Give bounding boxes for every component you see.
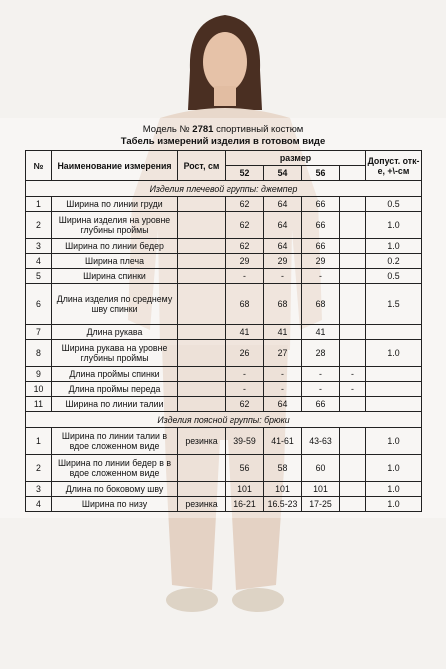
table-row bbox=[26, 367, 422, 382]
row-tolerance: 1.0 bbox=[366, 239, 422, 254]
table-row bbox=[26, 482, 422, 497]
row-s54: 16.5-23 bbox=[264, 497, 302, 512]
row-tolerance: 0.5 bbox=[366, 269, 422, 284]
table-row bbox=[26, 497, 422, 512]
measurement-table bbox=[25, 150, 422, 512]
row-s56: 17-25 bbox=[302, 497, 340, 512]
row-s52: 62 bbox=[226, 397, 264, 412]
row-s52: 62 bbox=[226, 197, 264, 212]
row-s54: 68 bbox=[264, 284, 302, 325]
row-height bbox=[178, 197, 226, 212]
row-s54: 64 bbox=[264, 397, 302, 412]
row-tolerance: 1.0 bbox=[366, 212, 422, 239]
row-tolerance: 1.5 bbox=[366, 284, 422, 325]
size-54: 54 bbox=[264, 166, 302, 181]
captions bbox=[0, 124, 446, 148]
row-s56: 68 bbox=[302, 284, 340, 325]
row-name: Длина проймы спинки bbox=[52, 367, 178, 382]
size-extra bbox=[340, 166, 366, 181]
table-row bbox=[26, 340, 422, 367]
row-name: Ширина по линии бедер bbox=[52, 239, 178, 254]
row-tolerance: 0.2 bbox=[366, 254, 422, 269]
row-no: 3 bbox=[26, 482, 52, 497]
row-s52: - bbox=[226, 269, 264, 284]
row-s56: 60 bbox=[302, 455, 340, 482]
row-extra bbox=[340, 197, 366, 212]
row-no: 11 bbox=[26, 397, 52, 412]
row-s54: - bbox=[264, 269, 302, 284]
row-name: Ширина по линии талии в вдое сложенном виде bbox=[52, 428, 178, 455]
row-no: 5 bbox=[26, 269, 52, 284]
size-56: 56 bbox=[302, 166, 340, 181]
table-row bbox=[26, 325, 422, 340]
row-s54: 64 bbox=[264, 197, 302, 212]
row-s56: 66 bbox=[302, 197, 340, 212]
row-extra bbox=[340, 254, 366, 269]
row-height bbox=[178, 239, 226, 254]
row-name: Ширина спинки bbox=[52, 269, 178, 284]
table-row bbox=[26, 382, 422, 397]
row-s52: 39-59 bbox=[226, 428, 264, 455]
row-s52: 101 bbox=[226, 482, 264, 497]
row-s54: 64 bbox=[264, 212, 302, 239]
row-s56: 29 bbox=[302, 254, 340, 269]
row-tolerance: 1.0 bbox=[366, 428, 422, 455]
row-s54: - bbox=[264, 367, 302, 382]
row-no: 1 bbox=[26, 197, 52, 212]
model-number: 2781 bbox=[192, 124, 214, 135]
row-extra bbox=[340, 428, 366, 455]
row-extra bbox=[340, 497, 366, 512]
caption-prefix: Модель № bbox=[142, 124, 190, 135]
row-tolerance: 0.5 bbox=[366, 197, 422, 212]
row-s52: 62 bbox=[226, 212, 264, 239]
row-tolerance: 1.0 bbox=[366, 455, 422, 482]
row-no: 1 bbox=[26, 428, 52, 455]
row-no: 9 bbox=[26, 367, 52, 382]
row-s54: - bbox=[264, 382, 302, 397]
row-s56: 41 bbox=[302, 325, 340, 340]
row-s52: 26 bbox=[226, 340, 264, 367]
model-caption bbox=[0, 124, 446, 136]
row-s56: - bbox=[302, 367, 340, 382]
row-no: 4 bbox=[26, 497, 52, 512]
row-no: 7 bbox=[26, 325, 52, 340]
row-name: Ширина по линии бедер в в вдое сложенном виде bbox=[52, 455, 178, 482]
table-row bbox=[26, 284, 422, 325]
row-s52: - bbox=[226, 367, 264, 382]
row-s54: 41 bbox=[264, 325, 302, 340]
caption-suffix: спортивный костюм bbox=[216, 124, 304, 135]
row-extra bbox=[340, 269, 366, 284]
row-tolerance bbox=[366, 382, 422, 397]
row-height bbox=[178, 254, 226, 269]
row-height bbox=[178, 382, 226, 397]
row-height bbox=[178, 212, 226, 239]
row-s56: - bbox=[302, 382, 340, 397]
row-no: 8 bbox=[26, 340, 52, 367]
row-name: Ширина по низу bbox=[52, 497, 178, 512]
col-height: Рост, см bbox=[178, 151, 226, 181]
row-extra bbox=[340, 482, 366, 497]
section-bottom-label: Изделия поясной группы: брюки bbox=[26, 412, 422, 428]
row-s56: 66 bbox=[302, 397, 340, 412]
row-tolerance bbox=[366, 367, 422, 382]
row-name: Ширина изделия на уровне глубины проймы bbox=[52, 212, 178, 239]
row-s54: 29 bbox=[264, 254, 302, 269]
table-row bbox=[26, 397, 422, 412]
row-s54: 64 bbox=[264, 239, 302, 254]
row-s56: 66 bbox=[302, 212, 340, 239]
row-s52: 29 bbox=[226, 254, 264, 269]
row-name: Ширина по линии груди bbox=[52, 197, 178, 212]
row-extra bbox=[340, 455, 366, 482]
row-no: 2 bbox=[26, 455, 52, 482]
col-size: размер bbox=[226, 151, 366, 166]
row-extra bbox=[340, 325, 366, 340]
row-extra bbox=[340, 239, 366, 254]
row-height bbox=[178, 482, 226, 497]
row-name: Длина рукава bbox=[52, 325, 178, 340]
row-extra bbox=[340, 284, 366, 325]
row-tolerance: 1.0 bbox=[366, 497, 422, 512]
row-name: Длина по боковому шву bbox=[52, 482, 178, 497]
row-height: резинка bbox=[178, 428, 226, 455]
row-name: Ширина рукава на уровне глубины проймы bbox=[52, 340, 178, 367]
row-height bbox=[178, 325, 226, 340]
table-row bbox=[26, 197, 422, 212]
table-body bbox=[26, 181, 422, 512]
row-extra bbox=[340, 340, 366, 367]
row-no: 10 bbox=[26, 382, 52, 397]
row-height bbox=[178, 340, 226, 367]
row-extra bbox=[340, 212, 366, 239]
row-name: Длина изделия по среднему шву спинки bbox=[52, 284, 178, 325]
row-tolerance: 1.0 bbox=[366, 482, 422, 497]
row-s54: 58 bbox=[264, 455, 302, 482]
row-s52: 41 bbox=[226, 325, 264, 340]
row-extra: - bbox=[340, 367, 366, 382]
col-name: Наименование измерения bbox=[52, 151, 178, 181]
table-row bbox=[26, 455, 422, 482]
row-s56: 43-63 bbox=[302, 428, 340, 455]
row-tolerance bbox=[366, 397, 422, 412]
row-height bbox=[178, 397, 226, 412]
row-s52: 56 bbox=[226, 455, 264, 482]
row-height bbox=[178, 269, 226, 284]
row-s52: - bbox=[226, 382, 264, 397]
row-height: резинка bbox=[178, 497, 226, 512]
table-row bbox=[26, 212, 422, 239]
row-s54: 101 bbox=[264, 482, 302, 497]
size-52: 52 bbox=[226, 166, 264, 181]
row-height bbox=[178, 284, 226, 325]
row-s54: 27 bbox=[264, 340, 302, 367]
row-s56: 28 bbox=[302, 340, 340, 367]
row-tolerance bbox=[366, 325, 422, 340]
table-row bbox=[26, 239, 422, 254]
section-top-label: Изделия плечевой группы: джемпер bbox=[26, 181, 422, 197]
row-name: Ширина плеча bbox=[52, 254, 178, 269]
col-no: № bbox=[26, 151, 52, 181]
table-row bbox=[26, 269, 422, 284]
row-s52: 62 bbox=[226, 239, 264, 254]
row-no: 2 bbox=[26, 212, 52, 239]
row-extra bbox=[340, 397, 366, 412]
row-name: Длина проймы переда bbox=[52, 382, 178, 397]
row-s56: 66 bbox=[302, 239, 340, 254]
table-title: Табель измерений изделия в готовом виде bbox=[120, 136, 326, 147]
row-no: 3 bbox=[26, 239, 52, 254]
row-s56: 101 bbox=[302, 482, 340, 497]
row-s54: 41-61 bbox=[264, 428, 302, 455]
row-tolerance: 1.0 bbox=[366, 340, 422, 367]
row-s52: 16-21 bbox=[226, 497, 264, 512]
table-row bbox=[26, 254, 422, 269]
row-height bbox=[178, 367, 226, 382]
row-s52: 68 bbox=[226, 284, 264, 325]
row-height bbox=[178, 455, 226, 482]
row-no: 6 bbox=[26, 284, 52, 325]
table-row bbox=[26, 428, 422, 455]
col-tolerance: Допуст. отк-е, +\-см bbox=[366, 151, 422, 181]
row-name: Ширина по линии талии bbox=[52, 397, 178, 412]
row-s56: - bbox=[302, 269, 340, 284]
row-no: 4 bbox=[26, 254, 52, 269]
row-extra: - bbox=[340, 382, 366, 397]
